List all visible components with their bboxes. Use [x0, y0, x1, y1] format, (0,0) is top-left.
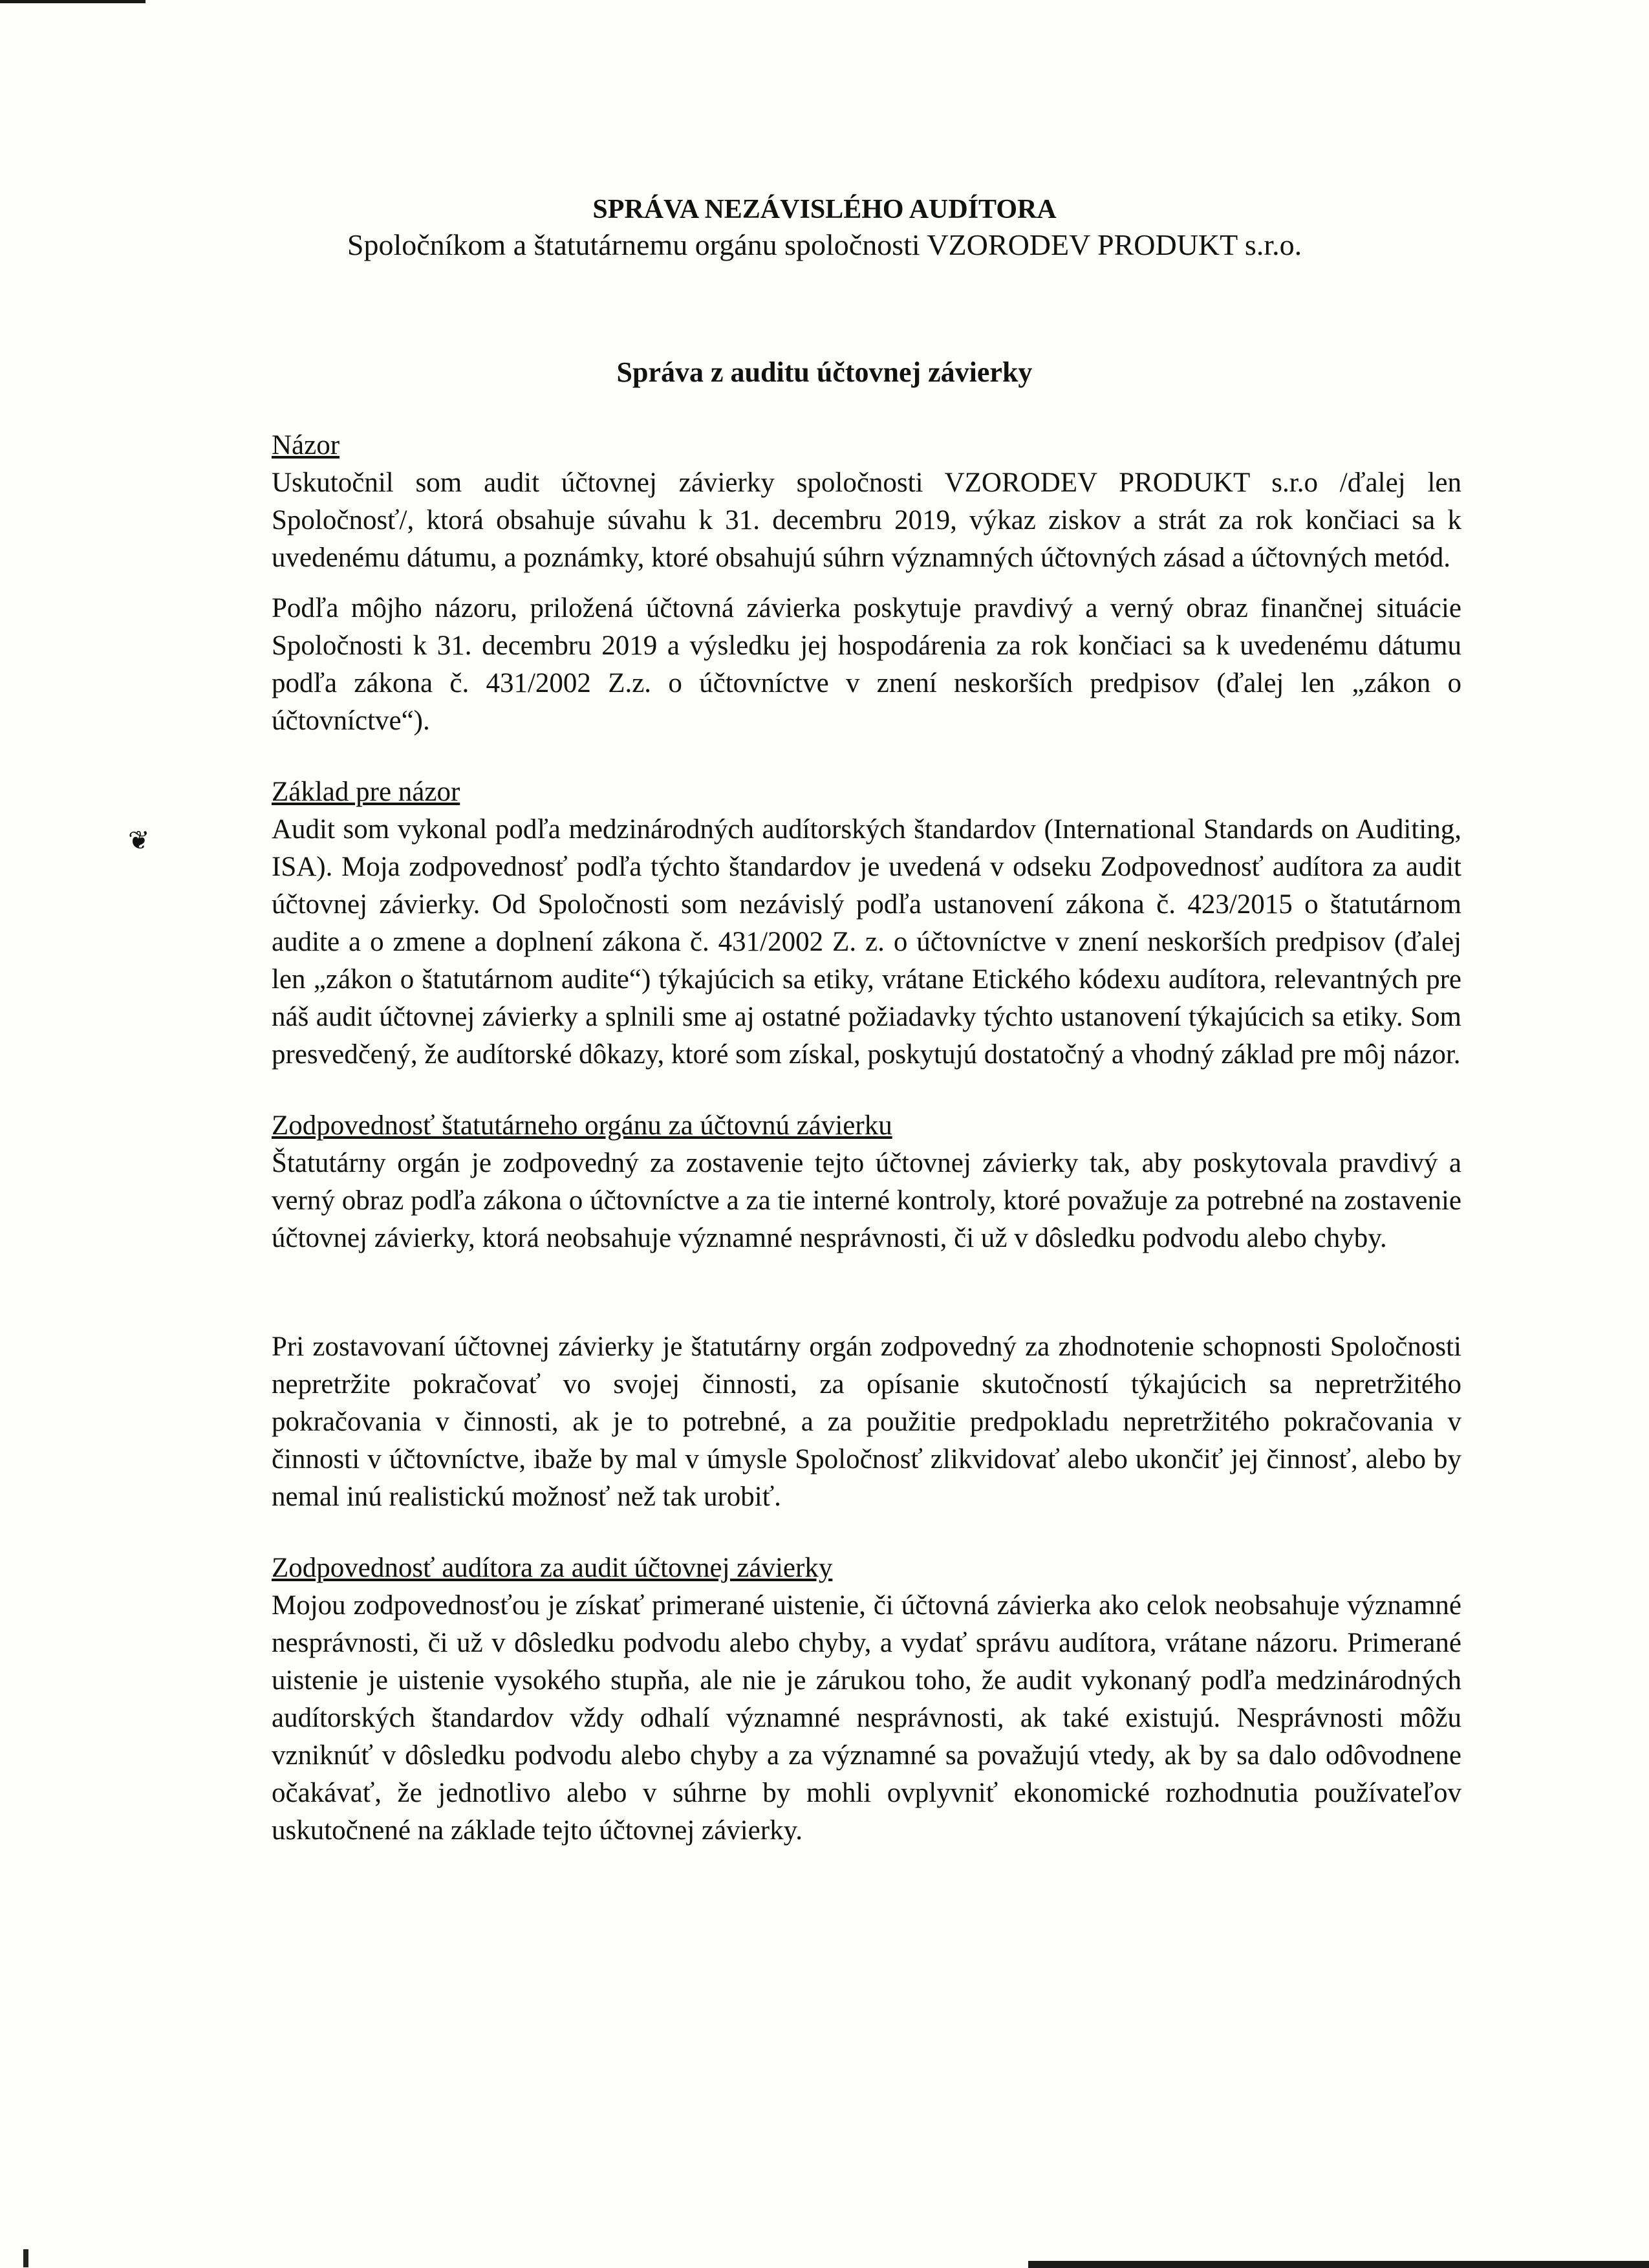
paragraph: Mojou zodpovednosťou je získať primerané uistenie, či účtovná závierka ako celok neobsahuje významné nesprávnosti, či už v dôsledku podvodu alebo chyby, a vydať správu audítora, vrátane názoru. Primerané uistenie je uistenie vysokého stupňa, ale nie je zárukou toho, že audit vykonaný podľa medzinárodných audítorských štandardov vždy odhalí významné nesprávnosti, ak také existujú. Nesprávnosti môžu vzniknúť v dôsledku podvodu alebo chyby a za významné sa považujú vtedy, ak by sa dalo odôvodnene očakávať, že jednotlivo alebo v súhrne by mohli ovplyvniť ekonomické rozhodnutia používateľov uskutočnené na základe tejto účtovnej závierky. — [272, 1590, 1461, 1846]
report-subtitle: Spoločníkom a štatutárnemu orgánu spoločnosti VZORODEV PRODUKT s.r.o. — [347, 228, 1302, 261]
section-heading: Základ pre názor — [272, 777, 460, 807]
report-body — [272, 427, 1461, 1850]
scan-artifact-top — [0, 0, 146, 3]
section-title: Správa z auditu účtovnej závierky — [616, 356, 1033, 388]
margin-marker-icon: ❦ — [128, 826, 150, 856]
scan-artifact-bottom — [1028, 2261, 1649, 2268]
paragraph: Audit som vykonal podľa medzinárodných audítorských štandardov (International Standards on Auditing, ISA). Moja zodpovednosť podľa týchto štandardov je uvedená v odseku Zodpovednosť audítora za audit účtovnej závierky. Od Spoločnosti som nezávislý podľa ustanovení zákona č. 423/2015 o štatutárnom audite a o zmene a doplnení zákona č. 431/2002 Z. z. o účtovníctve v znení neskorších predpisov (ďalej len „zákon o štatutárnom audite“) týkajúcich sa etiky, vrátane Etického kódexu audítora, relevantných pre náš audit účtovnej závierky a splnili sme aj ostatné požiadavky týchto ustanovení týkajúcich sa etiky. Som presvedčený, že audítorské dôkazy, ktoré som získal, poskytujú dostatočný a vhodný základ pre môj názor. — [272, 814, 1461, 1070]
paragraph: Podľa môjho názoru, priložená účtovná závierka poskytuje pravdivý a verný obraz finančnej situácie Spoločnosti k 31. decembru 2019 a výsledku jej hospodárenia za rok končiaci sa k uvedenému dátumu podľa zákona č. 431/2002 Z.z. o účtovníctve v znení neskorších predpisov (ďalej len „zákon o účtovníctve“). — [272, 593, 1461, 736]
scan-artifact-corner — [23, 2249, 28, 2267]
section-heading: Názor — [272, 430, 340, 460]
section-auditor-responsibility — [272, 1550, 1461, 1850]
paragraph: Pri zostavovaní účtovnej závierky je štatutárny orgán zodpovedný za zhodnotenie schopnosti Spoločnosti nepretržite pokračovať vo svojej činnosti, za opísanie skutočností týkajúcich sa nepretržitého pokračovania v činnosti, ak je to potrebné, a za použitie predpokladu nepretržitého pokračovania v činnosti v účtovníctve, ibaže by mal v úmysle Spoločnosť zlikvidovať alebo ukončiť jej činnosť, alebo by nemal inú realistickú možnosť než tak urobiť. — [272, 1332, 1461, 1512]
section-basis-for-opinion — [272, 773, 1461, 1074]
section-opinion — [272, 427, 1461, 740]
report-header — [0, 193, 1649, 264]
report-title: SPRÁVA NEZÁVISLÉHO AUDÍTORA — [592, 195, 1057, 224]
paragraph: Uskutočnil som audit účtovnej závierky spoločnosti VZORODEV PRODUKT s.r.o /ďalej len Spoločnosť/, ktorá obsahuje súvahu k 31. decembru 2019, výkaz ziskov a strát za rok končiaci sa k uvedenému dátumu, a poznámky, ktoré obsahujú súhrn významných účtovných zásad a účtovných metód. — [272, 468, 1461, 573]
section-heading: Zodpovednosť audítora za audit účtovnej závierky — [272, 1553, 833, 1583]
section-management-responsibility — [272, 1107, 1461, 1516]
paragraph: Štatutárny orgán je zodpovedný za zostavenie tejto účtovnej závierky tak, aby poskytovala pravdivý a verný obraz podľa zákona o účtovníctve a za tie interné kontroly, ktoré považuje za potrebné na zostavenie účtovnej závierky, ktorá neobsahuje významné nesprávnosti, či už v dôsledku podvodu alebo chyby. — [272, 1148, 1461, 1253]
section-heading: Zodpovednosť štatutárneho orgánu za účtovnú závierku — [272, 1110, 892, 1141]
